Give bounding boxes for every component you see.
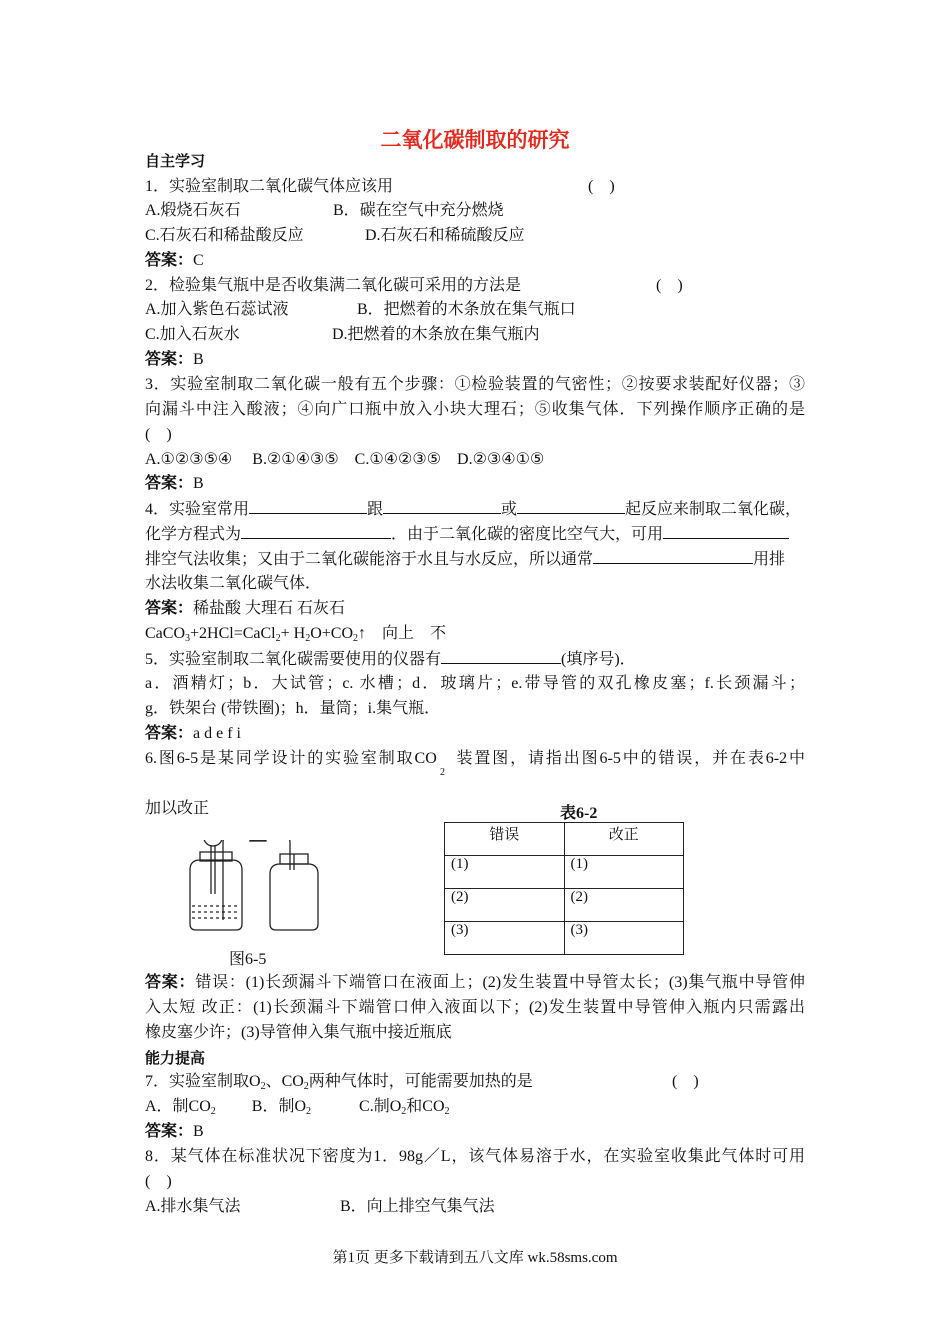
question-3-line-1: 3．实验室制取二氧化碳一般有五个步骤：①检验装置的气密性；②按要求装配好仪器；③: [145, 376, 805, 393]
fill-blank[interactable]: [517, 498, 625, 514]
table-row: [445, 856, 684, 889]
page-footer: 第1页 更多下载请到五八文库 wk.58sms.com: [332, 1250, 618, 1266]
q2-option-a: A.加入紫色石蕊试液: [145, 301, 289, 318]
table-row: [445, 889, 684, 922]
fill-blank[interactable]: [441, 648, 561, 664]
table-header-cell: 错误: [445, 823, 565, 856]
correction-table: [444, 822, 684, 955]
question-6-line-2: 加以改正: [145, 800, 210, 817]
table-cell: (3): [445, 922, 565, 955]
table-cell: (1): [445, 856, 565, 889]
question-5-line-1: 5．实验室制取二氧化碳需要使用的仪器有 (填序号)．: [145, 648, 636, 671]
q6-answer-line-2: 入太短 改正：(1)长颈漏斗下端管口伸入液面以下；(2)发生装置中导管伸入瓶内只需露出: [145, 999, 805, 1016]
q2-option-b: B．把燃着的木条放在集气瓶口: [357, 301, 576, 318]
q3-answer: 答案：B: [145, 475, 204, 492]
q6-answer-line-3: 橡皮塞少许；(3)导管伸入集气瓶中接近瓶底: [145, 1024, 452, 1041]
q7-answer: 答案：B: [145, 1123, 204, 1140]
q1-option-a: A.煅烧石灰石: [145, 202, 241, 219]
answer-paren-7: ( ): [672, 1073, 699, 1090]
table-cell: (1): [564, 856, 684, 889]
table-row: [445, 922, 684, 955]
answer-paren-8: ( ): [145, 1173, 172, 1190]
question-2: 2．检验集气瓶中是否收集满二氧化碳可采用的方法是: [145, 277, 522, 294]
question-4-line-4: 水法收集二氧化碳气体．: [145, 575, 322, 592]
question-7: 7．实验室制取$O_2$、$CO_2$两种气体时，可能需要加热的是: [145, 1073, 533, 1092]
question-6-line-1: 6.图6-5是某同学设计的实验室制取CO 装置图，请指出图6-5中的错误，并在表6-2中: [145, 750, 805, 767]
table-caption: 表6-2: [560, 805, 598, 822]
q6-answer-line-1: 答案：错误：(1)长颈漏斗下端管口在液面上；(2)发生装置中导管太长；(3)集气瓶中导管伸: [145, 974, 805, 991]
question-8: 8．某气体在标准状况下密度为1．98g／L，该气体易溶于水，在实验室收集此气体时可用: [145, 1148, 805, 1165]
answer-paren-2: ( ): [656, 277, 683, 294]
fill-blank[interactable]: [663, 523, 789, 539]
q1-option-c: C.石灰石和稀盐酸反应: [145, 227, 304, 244]
q1-option-b: B．碳在空气中充分燃烧: [333, 202, 504, 219]
q2-option-c: C.加入石灰水: [145, 326, 240, 343]
fill-blank[interactable]: [249, 498, 367, 514]
q2-option-d: D.把燃着的木条放在集气瓶内: [332, 326, 540, 343]
co2-subscript: 2: [440, 767, 445, 778]
fill-blank[interactable]: [241, 523, 391, 539]
q1-option-d: D.石灰石和稀硫酸反应: [365, 227, 525, 244]
section-heading-advanced: 能力提高: [145, 1049, 206, 1067]
q3-options: A.①②③⑤④ B.②①④③⑤ C.①④②③⑤ D.②③④①⑤: [145, 451, 545, 468]
q2-answer: 答案：B: [145, 351, 204, 368]
question-4-line-2: 化学方程式为 ．由于二氧化碳的密度比空气大，可用: [145, 523, 789, 546]
page-title: 二氧化碳制取的研究: [380, 128, 570, 152]
question-5-line-2: a．酒精灯；b．大试管；c. 水槽；d．玻璃片；e.带导管的双孔橡皮塞；f.长颈漏斗；: [145, 675, 805, 692]
fill-blank[interactable]: [593, 548, 753, 564]
q5-answer: 答案：a d e f i: [145, 725, 241, 742]
fill-blank[interactable]: [383, 498, 501, 514]
answer-paren-3: ( ): [145, 426, 172, 443]
question-4-line-3: 排空气法收集；又由于二氧化碳能溶于水且与水反应，所以通常 用排: [145, 548, 785, 571]
table-header-row: [445, 823, 684, 856]
table-header-cell: 改正: [564, 823, 684, 856]
apparatus-figure: [180, 840, 340, 940]
question-4-line-1: 4．实验室常用 跟 或 起反应来制取二氧化碳，: [145, 498, 801, 521]
figure-caption: 图6-5: [229, 951, 267, 968]
table-cell: (2): [564, 889, 684, 922]
q8-option-b: B．向上排空气集气法: [340, 1198, 495, 1215]
q4-equation: CaCO$_3$+2HCl=CaCl$_2$+ $H_2O+CO_2↑$ 向上 不: [145, 625, 447, 644]
q8-option-a: A.排水集气法: [145, 1198, 241, 1215]
q4-answer: 答案：稀盐酸 大理石 石灰石: [145, 600, 346, 617]
table-cell: (2): [445, 889, 565, 922]
question-5-line-3: g．铁架台 (带铁圈)；h．量筒；i.集气瓶．: [145, 700, 441, 717]
q7-options: A．制$CO_2$ B．制$O_2$ C.制$O_2$和$CO_2$: [145, 1098, 450, 1117]
answer-paren-1: ( ): [588, 178, 615, 195]
q1-answer: 答案：C: [145, 252, 204, 269]
question-1: 1．实验室制取二氧化碳气体应该用: [145, 178, 394, 195]
question-3-line-2: 向漏斗中注入酸液；④向广口瓶中放入小块大理石；⑤收集气体．下列操作顺序正确的是: [145, 401, 805, 418]
section-heading-self-study: 自主学习: [145, 152, 206, 170]
table-cell: (3): [564, 922, 684, 955]
